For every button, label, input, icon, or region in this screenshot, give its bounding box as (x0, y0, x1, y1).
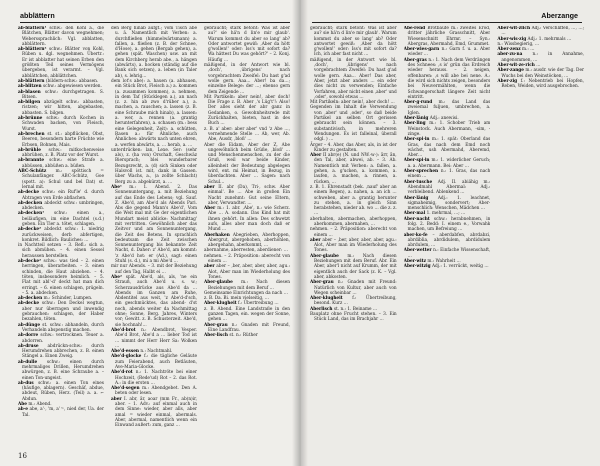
entry-headword: Aber·gras (403, 57, 427, 63)
entry-headword: ab·dus (18, 380, 34, 386)
entry-text: m.: 1. spät: Oberland das Gras, das nach dem Emd noch wächst, ush Abermahd, Aberemd, Aber… (407, 137, 491, 159)
dictionary-entry (310, 227, 397, 238)
dictionary-entry (310, 254, 397, 280)
dictionary-entry (404, 264, 491, 269)
entry-headword: ab·dorre (18, 333, 39, 339)
entry-text: m.: 1. Schober Trieb am Weinstock. Auch Abermann, -sim, -zinge. (407, 121, 491, 137)
dictionary-column (204, 26, 290, 450)
dictionary-entry (310, 296, 397, 307)
entry-text: abernahme, aberresten, aberdiener: … (204, 248, 288, 254)
entry-headword: Aber·länig (403, 116, 429, 122)
entry-headword: Aber·lisch (204, 333, 228, 339)
entry-text: schw.: herabnehmen, in folg. 2. Bedd: I. einem e., Vorwahk machen, um Befreiung … (407, 216, 491, 233)
dictionary-entry (497, 79, 584, 90)
dictionary-entry (18, 190, 104, 201)
dictionary-entry (18, 47, 104, 79)
entry-text: – aberdabfen, abrdabzi, abrdiblia, abrdidulem, abrdidulem abrdulem, … (407, 232, 491, 249)
entry-headword: Aber·zenz (497, 47, 521, 53)
entry-text: nehmen. – 2. Präposition: aberecht von einem … (310, 227, 397, 238)
entry-text: Aber die Eidam, Aber der Z, Abe ungewöhnlich beim Grüße, ‚bloß' … und Menschenmenschen, zu der die Gruß, weil war beide Kinder, alleinheit der Bedeutung abgelegen wird, ent. mi Heimat, in Bezug, in überdachten. Aber … Sagen: nach Schul… (204, 142, 290, 185)
entry-text: n.: 1. Nachtröte bei einer Hochzeit, (Rede'ud) Rot – 2. das Rot. A.: in die ersten … (115, 370, 197, 386)
entry-text: gebraucht; stark betont: Was ist aber au?' sie hä'n d lin'e mir glaub'. Warum kommst du aber so lang' ab? Oder antwortet gewiß: ‚Aber da hött g'wollen!' oder: Iss's mit sofort da? Wa hättest Du was gehört?' – 2. Konj. Häufig … (204, 26, 290, 63)
dictionary-entry (310, 312, 397, 323)
dictionary-entry (18, 211, 104, 227)
entry-text: st. schw.: abhandeln, durch Verhandeln abspenstig machen. (22, 322, 104, 333)
entry-headword: Aber·witz (403, 259, 427, 265)
entry-headword: aber·zu·na (497, 52, 523, 58)
entry-headword: Aber·wis·zig (497, 36, 527, 42)
entry-headword: Aber·länig (403, 195, 429, 201)
entry-headword: ab·brannte (18, 158, 45, 164)
dictionary-entry (18, 100, 104, 116)
left-columns (18, 26, 290, 450)
entry-text: Adj.: 1. mehrmals … (527, 36, 572, 42)
entry-text: Bauplatz ohne Frucht stehen. – 3. Ein Stück Land, das im Brachjahr … (310, 312, 397, 323)
entry-text: Gegenden im Inhalt die Verwendung von ‚aber' und ‚oder', so daß beide Partikel an selben Ort gerissen gebraucht sein können. – 3. substantivisch, in mehreren Wendungen. Es ist falleinal, überall odgl. ) … (310, 105, 397, 143)
dictionary-entry (310, 280, 397, 296)
entry-headword: Abe'd·essen (111, 349, 140, 355)
book-gutter (292, 0, 308, 466)
entry-headword: aber (204, 264, 215, 270)
entry-headword: Aber·wies·garn (403, 47, 440, 53)
dictionary-entry (204, 323, 290, 334)
entry-text: schw.: durchgetragen. S. Bitsen. (22, 89, 104, 100)
entry-headword: Aber·wit·zlich (497, 26, 531, 31)
dictionary-entry (18, 116, 104, 132)
entry-text: Adj.: anewisi. (429, 116, 459, 122)
entry-headword: ab·bilgen (18, 100, 41, 106)
entry-text: m.: 1. widerlicher Geruch; a. a. Abermann. Bei: Aber … (407, 158, 491, 169)
dictionary-entry (204, 95, 290, 127)
dictionary-entry (111, 386, 197, 397)
dictionary-entry (310, 105, 397, 142)
entry-text: n.: Abendbrot, Vesper. Abe'd Brot, Abe'd a … lieber Tod ist … nimmt der Herr Herr Sa: Wolken … (115, 327, 197, 349)
dictionary-column (497, 26, 584, 450)
entry-text: II. abr (Da), Tri·, schw. Aber einmal'. Be … Abe in großen Ein Nacht zunehmt: Gut seine Eltern, aber, Verwandter. … (208, 184, 290, 206)
entry-text: abzügelt schw.: abbasten, ristzen; wir hitten, abgebasten, abbasten. S. bilgen. (22, 100, 104, 116)
entry-headword: Aber (310, 153, 322, 159)
dictionary-column (404, 26, 491, 450)
running-head-left: abblättern (20, 11, 55, 20)
entry-text: schw.: was tied – 2. einen herringen, überarbeiten. – 3. einen schinden, die Haut abziehen. – 4. töten, insbesondere heimlich. – 5. Flat mit abl'-d' deckt hat man dich erringt. – 6. einen schlagen, prügeln. – 5. a. abdecken. (22, 259, 104, 296)
entry-text: gebraucht; stark betont: Was ist aber au? sie hä'n d lin'e mir glaub'. Warum kommst du aber so lang' ab? Oder antwortet gewiß: ‚Aber da hött g'wollen!' oder: Iss's mit sofort da? Ich, ich aber fast nicht … (310, 26, 397, 58)
entry-text: II abr(e) (N. und NW.·w·): ārr, ān, den Tal, aber, abwei, ab. – 3. Ab. Namentlich mit Verben: a. fallen, a. gehen, a. g'ucken, a. kommen, a. laufen, a. machen, a. rinnen, a. rücken, … (314, 153, 397, 185)
entry-text: in Nachtteil setzen – 3. Refl.: sich a. sich abmühen. – 4. einen Sessel heraussen herstellen. (18, 243, 104, 259)
entry-headword: Abe·rend (403, 26, 426, 31)
entry-headword: aber (310, 237, 321, 243)
entry-text: dem lot's abe): a. hauen (a. abhauen, ein Stück Brot, Fleisch a.) a. kommen (a. zusammen kommen), a. nehmen, in dem Taf (Stücklegen a.), an nach (z. z. hin ab zwo d'rüber a.), a. machen, a. rauschen; a. lassen (z. B. eine Schraube mich hinab), a. lassen: a. wer, a. rennen (a. grantig herunterfahren), a. schauen (m.: bess eine Gelegenheit, Zeit): a. schütten, Rasen a.: für Ähnliche, auch Ähnliches: abwärts nach unten ehren, a. werfen abwärts, a. … herab, a. … (111, 78, 197, 148)
entry-headword: Aber·sprechen (403, 169, 439, 175)
entry-text: schw.: eine Strafe a. abbüssen, abbüßen a. büßen. (22, 158, 104, 169)
dictionary-entry (310, 58, 397, 100)
dictionary-entry (404, 180, 491, 196)
entry-headword: ab·blättern (18, 78, 45, 84)
entry-text: Brotbaufe m.: zweites Erod, dritter jährliche Grasschnitt, Aber Wiesenschnitt Ehrmr. – Syn.: Abergras, Abermahd, Emd, Grummet. (407, 26, 491, 47)
entry-text: schw.: Den Deckel wegtun, aber nur überragen und inwendig gebrauchen: schlagen, der Haber bezahlen, töten. (22, 301, 104, 323)
entry-text: n.: Nachtmahl. (140, 349, 173, 355)
entry-text: f.: Übertreibung … (238, 301, 279, 307)
dictionary-entry (111, 79, 197, 148)
entry-text: Mit Partikeln: aber nein!, aber doch! Die Frage z. B. Aber ‚'s Lüg't'!: Also! Der alles sieht der abr ganz in Gedanken, o. Gewohnheitsrede mit Zurückhalten, bieten, hast in des Buch … (204, 94, 290, 127)
dictionary-entry (404, 248, 491, 259)
entry-text: schw.: vertrocknen. Teuer a. abdorren. (22, 333, 104, 344)
dictionary-entry (204, 185, 290, 206)
entry-headword: Abe (18, 402, 27, 408)
dictionary-entry (310, 217, 397, 228)
entry-headword: ab·blättern¹ (18, 26, 47, 31)
dictionary-entry (111, 370, 197, 386)
entry-headword: aber (204, 184, 215, 190)
entry-text: spät. Abe'd, als, als, 'ne ein Strauß, auch Abe'd u. s. w.; Scherzausdrücke aus Abe'd da … Abends im Ganzen am Ruhe, Abdentitel aus weit, 'z Abe'd-d'sch, ein geschmücktes, das abend- d'st noch, abends weiter da Nachmittag ohne; Sonne, Berg. Jahres, Winters vor; Gewitt. z. B. Schusterzeit. Abe'd, sie hochnah!… (115, 274, 197, 328)
dictionary-entry (204, 143, 290, 185)
entry-headword: Aber·klugheit (310, 296, 343, 302)
entry-text: st. n.: 1. Beiname … (333, 306, 378, 312)
entry-text: nehmen. – 2. Präposition: aberecht von einem … (204, 253, 290, 265)
dictionary-entry (18, 26, 104, 47)
entry-text: … (536, 63, 541, 69)
dictionary-entry (404, 196, 491, 212)
dictionary-entry (18, 259, 104, 296)
entry-text: z. B. a' aber: aber aber' vnd 'z Abe …, vernehmende Stelle … Ab, wer, Ab. Abe, Ausdr, ‚bloß' … (204, 126, 290, 143)
entry-text: aber – ‚ber, aber, aber, aber, agu.: Alot, Aber man im Wiederholung des Tones. (314, 237, 397, 254)
entry-headword: ab·decke² (18, 259, 41, 265)
entry-headword: Abe'd·rot (111, 370, 133, 376)
entry-text: schw.: ein Ruf'le' d. durch Abtragen von Erde abflachen. (22, 190, 104, 201)
dictionary-entry (204, 307, 290, 323)
dictionary-entry (111, 275, 197, 328)
entry-headword: ab·dünge (18, 322, 41, 328)
entry-headword: Abe¹ (111, 184, 122, 190)
entry-text: schw.: a. einen Ton eines (häufige, ablagern). Geschäf, abdue, abdeut, Rüben, Herz. (Teil) a. a. ⌐ Abdun. (22, 380, 104, 402)
entry-text: n.: Wissbegierig, … (497, 41, 540, 47)
dictionary-entry (310, 26, 397, 58)
entry-headword: Aber·nacht (403, 216, 430, 222)
entry-headword: ab·druse (18, 343, 39, 349)
entry-text: st. st.: abpflücken, Obst, Beeren, besondern harte Früchte wie Erbsen, Bohnen, Mais. (22, 131, 104, 148)
entry-headword: Aberlisch (310, 306, 333, 312)
dictionary-entry (111, 328, 197, 349)
entry-text: schw.: abgewiesen werden. (42, 84, 102, 90)
entry-text: f.: die tägliche Geläute zum Feierabend, auch Betläuten, Ave-Maria-Glocke. (115, 354, 197, 370)
dictionary-entry (18, 301, 104, 322)
dictionary-entry (404, 158, 491, 169)
entry-text: m.: ausdr. wie der Tag. Der Wuchs bei den Weinstöcken, … (501, 68, 585, 79)
page-number: 16 (18, 452, 27, 460)
dictionary-entry (18, 360, 104, 381)
entry-text: m.: Nach diesen Beziehungen mit dem Beruf. Abr. Ein Aber, aber'l nicht auf Krumm, der mit eigentlich auch der Sack (z. K. – Vgl. aber, abkosten. (314, 253, 397, 280)
entry-headword: ab·e (18, 407, 28, 413)
dictionary-entry (404, 26, 491, 47)
entry-headword: Aber (204, 206, 216, 212)
entry-text: den Berg hinab aufgt.; vom Tisch abe u. ä. Namentlich mit Verben: a. durchfließen (himmelwärtsmann) a. fallen, a. fließen (z. B. der Schnee, d'Hose), a. gehen (Bergab gehen), a. gehen (spät. Waschen) usw. an mit dem Kirchberg herab abe., a. hängen (abwärts), a. hocken (ständig auf die Bank sich setzen), a. leben (in Taler ab), s. lehrig… (111, 26, 197, 79)
dictionary-entry (310, 143, 397, 154)
entry-headword: Aber·wit·ze·rich (497, 63, 535, 69)
dictionary-entry (18, 243, 104, 259)
entry-headword: ab·blitzen (18, 84, 42, 90)
dictionary-entry (204, 206, 290, 232)
entry-text: unterdrücken: lan, Lexe. Ser: (sehr als), z. (ha von) Orschaft, Geschwäz Biersprach; blei wunderbarer Bezugsrecht, a. (d) sich Sinken oder Halsvoll ist. mit, dank in Gassen. über Wachs, a., (a zollte Schlacht) Berg zu a. abgekürzt, a. … (111, 147, 197, 185)
dictionary-entry (18, 344, 104, 360)
entry-headword: ab·dulle (18, 359, 38, 365)
entry-text: m.: das Land das zweiemal fuljuen, umbrechen, a. Iglen. (407, 100, 491, 116)
right-columns (310, 26, 584, 450)
entry-text: m.: Schinder, Lumpen. (43, 296, 93, 302)
entry-headword: Aber·witzig (403, 264, 431, 270)
entry-headword: ab·brechen (18, 131, 45, 137)
dictionary-entry (204, 254, 290, 265)
dictionary-entry (111, 148, 197, 185)
entry-text: n.: 1. Gras, das nach einem … (407, 169, 491, 180)
dictionary-entry (404, 121, 491, 137)
entry-headword: Abe'd·glocke (111, 354, 142, 360)
running-head-right: Aberzange (541, 11, 578, 20)
entry-headword: ab·decke (18, 301, 40, 307)
dictionary-entry (404, 100, 491, 116)
header-rule-left (20, 22, 290, 23)
entry-text: m.: Abendgebet. Den A. beten oder lesen. (115, 386, 197, 397)
entry-text: n.: Gnaden mit Freund, Eine Landfrau. (208, 322, 290, 333)
entry-headword: Aber·grau (204, 322, 228, 328)
dictionary-entry (111, 354, 197, 370)
dictionary-entry (18, 169, 104, 190)
dictionary-entry (111, 397, 197, 429)
dictionary-entry (497, 26, 584, 37)
entry-text: mir nur Abends. – 3. mit der Beziehung auf den Tag, Halbt ei … (111, 264, 197, 275)
entry-text: z. B. Abend. Eine Landstraße in den ganzen Tagen, ein. wegen der Sonne, gehen … (204, 306, 290, 323)
entry-headword: Abe'd·brot (111, 327, 136, 333)
entry-text: n.: Gnaden mit Freund: Natürlich von Kultur, aber auch von Wegen scheinbar … (314, 280, 397, 296)
entry-headword: Abe² (111, 274, 122, 280)
entry-text: f.: Übertreibung, besond. Kurz … (314, 296, 397, 307)
entry-text: m.: 1. Abend. 2. Das Sonnenuntergang, a. mit Beziehung auf das Ende des Lebens; vgl. Sauf. Z. Abe'd, am Abe'd als Abends Pari. Abs die gegend Mann's Abe'd', Vom die Weit mal mit Ge der eigentlichen Mundart meist ablicke: Nachmittag' mit vertritten. Gewöhnlich aber das Zeitvor und am Sonnenuntergang, die Zeit des Betens. In sprachlich bedeutsam die Zeit zwischen Sonnenuntergang bis bekannte Zeit Nacht, d. Daher: z' Abe'd, am kommt: 'z Abe'd hot: er (Ad.), sagt: einen Stuhl (s. d.), mi a mi Abe'd … (115, 184, 197, 265)
dictionary-entry (497, 68, 584, 79)
entry-headword: Aber·zig (497, 78, 518, 84)
right-page (300, 0, 600, 466)
entry-text: Adj.: 1. leachnet, sigmaheimig, sondervert; Aber-menschlich: Wenschen, Mädchen … (407, 195, 491, 212)
entry-headword: aber (111, 396, 122, 402)
dictionary-entry (310, 238, 397, 254)
dictionary-entry (404, 217, 491, 233)
entry-headword: Aber·g·rund (403, 100, 433, 106)
dictionary-entry (18, 407, 104, 418)
entry-text: n.: 1. Nach dem Verdrängen des Schnees: ‚s is' grün das Erdreich wieder herauss. – 2. neigen, offenbaren: ‚s will abe bei nene. A.: die wird sich nichts zeigen, besonders bei Neuvermählten, wenn die Schwangerschaft längere Zeit nicht eintritt. (407, 57, 491, 100)
dictionary-entry (310, 153, 397, 185)
dictionary-entry (204, 264, 290, 280)
entry-text: st. n.: Rüther (229, 333, 258, 339)
dictionary-entry (18, 158, 104, 169)
entry-text: mäßigend, in der Antwort wie bl. ‚doch', ‚übrigens' nach vorgebrachtem Zweifel: Du hast g'ad wolle gern. Aaa... Aber! ba da…; einzelne Belege: der …; ebenso gern dem Zeigende … (204, 63, 290, 95)
entry-headword: aber·ko·fe (403, 232, 428, 238)
dictionary-entry (18, 333, 104, 344)
entry-text: n.: in Annahme, angenommen, … (501, 52, 585, 63)
entry-text: (bildern·schw.: abbasen. (45, 78, 99, 84)
entry-text: schw.: durch Kochen in Schwaden backen, von Fleisch, Wurst. (22, 116, 104, 132)
entry-headword: Aber·spi·in (403, 158, 430, 164)
dictionary-entry (404, 233, 491, 249)
entry-text: mäßigend, in der Antwort wie bl. ‚doch', ‚übrigens' nach vorgebrachtem Zweifel: Du hast g'ad wolle gern. Aaa... Aber! Das aber, Aber, jetzt aber anders … ein oder dies nicht zu verwenden; Einfache Vorfahren, aber nicht einen ‚aber' und ‚oder', sowohl etwas … (310, 57, 397, 100)
entry-text: schw.: mitkochenweise abbrühen, z. B. Platz vor der Wurst. (22, 147, 104, 159)
dictionary-entry (18, 90, 104, 101)
dictionary-column (310, 26, 397, 450)
dictionary-entry (18, 227, 104, 243)
entry-text: m.: Wahrheit … (427, 259, 461, 265)
entry-text: Abegrieben, Aberhoppen, Abergrut, abergehoben, aberhöhlen, abergehahn, aberkommt, … (208, 232, 290, 249)
entry-headword: Aber·tusche (403, 179, 433, 185)
entry-text: schw.: Blätter von Kohl, Rüben u. dgl. wegnehmen. Übertr.: Er ist abblatter hat seinen Erben den größten Teil seines Vermögens übergeben, ist verarmt. – Vgl. abblättchen, abblättchen. (22, 47, 104, 79)
dictionary-entry (111, 264, 197, 275)
entry-headword: ab·decken (18, 296, 43, 302)
dictionary-entry (204, 333, 290, 338)
entry-headword: Aber·spi·in (403, 137, 430, 143)
entry-headword: ab·blasen (18, 89, 41, 95)
entry-headword: ab·decke (18, 190, 40, 196)
dictionary-entry (204, 233, 290, 249)
dictionary-entry (204, 127, 290, 143)
entry-text: aberhalten, abermachen, aberhoppen, aberkommen, abernahen, … (310, 216, 397, 227)
entry-text: abdrückn·schw.: durch Herumdrehen abbrechen, z. B. einen Stängel a. Einen Zweig. (22, 343, 104, 360)
dictionary-column (111, 26, 197, 450)
entry-headword: Aber·glaube (310, 253, 339, 259)
entry-headword: ab·decke² (18, 227, 41, 233)
entry-headword: Aber·glaube (204, 280, 233, 286)
entry-text: I. abr, âr, aoar (mm Fr., ab(n)ir, aber. – 1. Adv.: auf einmal auch in dem Sinne: wieder, aber alls, aber amal = wieder einmal, abermals. Aber, abermal, namentlich wenn ein Einwand außert: zum, ganz … (115, 396, 197, 429)
entry-text: Mit Partikeln: aber nein!, aber doch! … (310, 100, 395, 106)
entry-text: f.: Nebentrieb bei Hopfen, Reben, Weiden, wird ausgebrochen. (501, 78, 585, 90)
dictionary-entry (111, 26, 197, 79)
entry-text: m.: … (522, 47, 535, 53)
entry-headword: Abe'd·segen (111, 386, 140, 392)
dictionary-entry (18, 132, 104, 148)
entry-headword: Aber·klugheit (204, 301, 237, 307)
dictionary-entry (204, 26, 290, 63)
entry-text: m.: Abend. (28, 402, 52, 408)
entry-headword: ab·blättern² (18, 47, 47, 53)
dictionary-entry (18, 201, 104, 212)
entry-text: z. B. Da. Bi. mein vielseitig, … (204, 296, 270, 302)
entry-text: Adj.: Verschliffen, …, …; … (501, 26, 585, 37)
entry-headword: ab·brühle (18, 147, 41, 153)
dictionary-entry (404, 58, 491, 100)
dictionary-column (18, 26, 104, 450)
dictionary-entry (18, 381, 104, 402)
dictionary-entry (204, 280, 290, 291)
dictionary-entry (310, 185, 397, 217)
entry-text: abdeckt schw.: 1. niedrig zurückweisen, derb abfertigen, konkret. Bildlich: Bauliches: … (22, 227, 104, 243)
entry-headword: ab·decken (18, 200, 43, 206)
entry-text: abdeckt schw.: umbringen, abdecken. (22, 200, 104, 212)
entry-text: abe, a'·, 'm, a' ᵗᵉ, nied der, Ua. der Tal. (22, 407, 104, 418)
entry-text: Gemeinsame Einrichtungen da nach … (204, 290, 288, 296)
entry-text: aber – ‚ber, aber, aber, aber, agu.: Alot, Aber man im Wiederholung des Tones. (208, 264, 290, 280)
entry-text: m.: Nach diesen Beziehungen mit dem Beruf … (208, 280, 290, 291)
entry-text: m.: 1. abr. ‚Abe', n.: wie Scherz. Abe … A. sodann. Das Kind hat mit ihnen gehört. In allen: Des schwetzt aufs, alles aber man doch daß er Mund … (208, 206, 290, 233)
entry-headword: Aber·zange (497, 68, 524, 74)
dictionary-entry (497, 52, 584, 63)
dictionary-entry (204, 63, 290, 95)
entry-text: m.: spöttisch = Schulanfänger. ABC-Schütz, Goe (spott. a): Schul und bel Dat) st. lernal mit. (22, 169, 104, 190)
entry-headword: Aber·wetter (403, 248, 432, 254)
entry-text: schw.: den Kohl a., die Blätchen, Blätter davon wegnehmen; Weberssprachlich: Vgl. abblatten, abblättern. (22, 26, 104, 47)
entry-headword: Aber·grau (310, 280, 334, 286)
entry-headword: Aber·ling (403, 121, 426, 127)
dictionary-entry (111, 185, 197, 264)
entry-headword: ab·brünne (18, 116, 43, 122)
entry-headword: Aberhaken (204, 232, 230, 238)
dictionary-entry (18, 148, 104, 159)
entry-headword: ab·decken¹ (18, 211, 45, 217)
entry-headword: ABC-Schütz (18, 169, 47, 175)
dictionary-entry (404, 137, 491, 158)
entry-text: schw.: einen durch mehrmaliges Drillen, Herumdrehen abwürgen, z. B. eine Schraube a. – einen Ton-ungeist. (22, 359, 104, 381)
entry-text: 1. mehrmal, …; … (426, 211, 466, 217)
entry-text: n.: Einfache Wissenschaft, … (407, 248, 491, 259)
entry-text: Ärger – 4. Aber, das Aber, als, in ist der Kinder zu gestalten. (310, 142, 397, 153)
entry-text: schw.: einen a., beiläufigen, im eine Dachtel (s.d.) geben. Ein Tier a. tötet, schlagen. (22, 211, 104, 227)
header-rule-right (312, 22, 582, 23)
dictionary-entry (404, 169, 491, 180)
entry-text: Adj. II. abiähig m.: Abendmahl Abermal: Adj.: verbleibend. Ablenkend … (407, 179, 491, 196)
entry-text: z. B. 1. Ehrenstadt (bek. ‚nauf' aber an einem Regen), a. nahen, a. an ich … schweben, aber a. grantig herunter zu stehen, a. in gleich Sinn herabstehen, nieder ab. wo … die z. z. … (310, 184, 397, 217)
entry-text: Adj.: 1. verrückt, weitig … (431, 264, 489, 270)
entry-text: n.: Garn f. u. a. Aber wieder … (407, 47, 491, 58)
entry-headword: Aber·mal (403, 211, 426, 217)
dictionary-entry (18, 323, 104, 334)
dictionary-entry (404, 47, 491, 58)
